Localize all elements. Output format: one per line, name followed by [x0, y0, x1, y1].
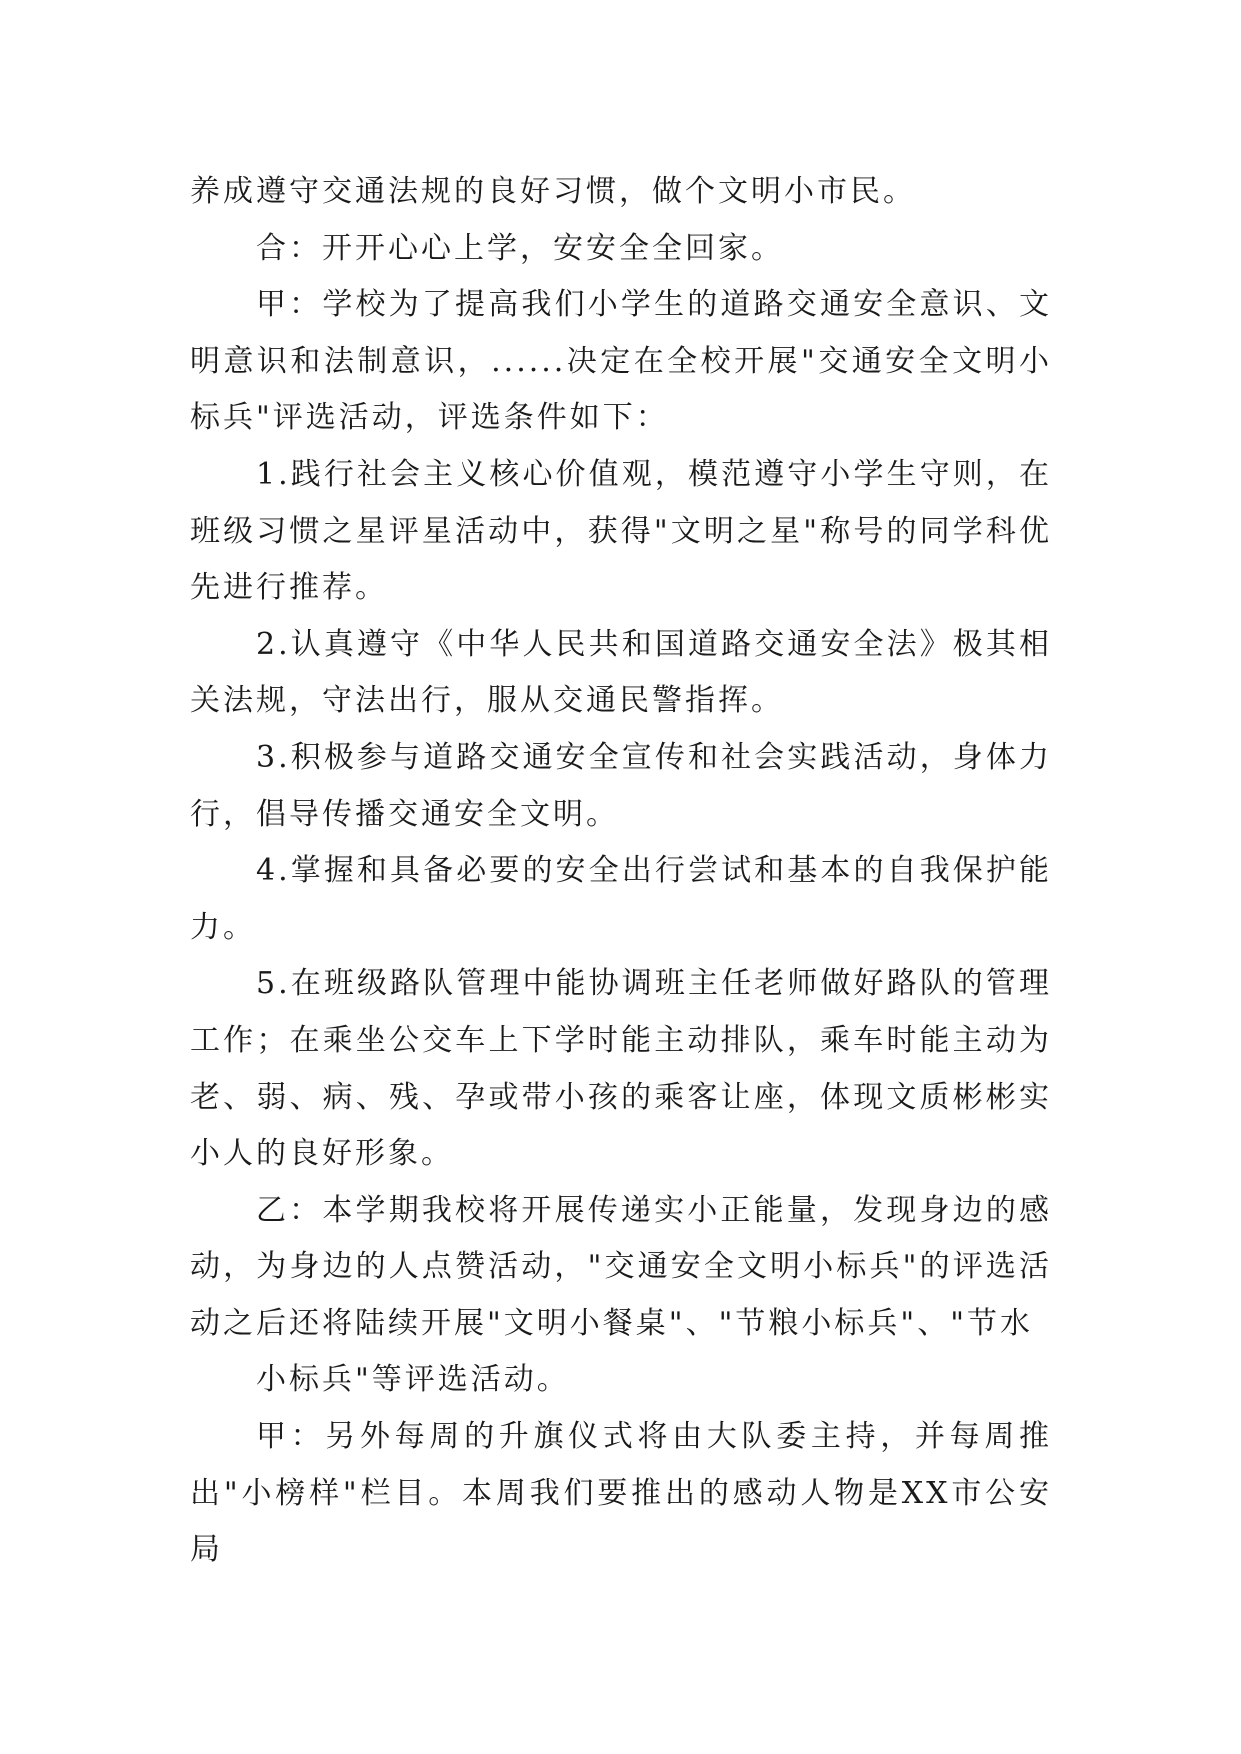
paragraph-criterion-3: 3.积极参与道路交通安全宣传和社会实践活动，身体力行，倡导传播交通安全文明。 — [190, 739, 1052, 832]
paragraph-chorus: 合：开开心心上学，安安全全回家。 — [256, 230, 784, 266]
paragraph-continuation: 养成遵守交通法规的良好习惯，做个文明小市民。 — [190, 174, 916, 209]
paragraph-criterion-2: 2.认真遵守《中华人民共和国道路交通安全法》极其相关法规，守法出行，服从交通民警指挥。 — [190, 626, 1052, 719]
paragraph-criterion-1: 1.践行社会主义核心价值观，模范遵守小学生守则，在班级习惯之星评星活动中，获得"文明之星"称号的同学科优先进行推荐。 — [190, 456, 1052, 606]
paragraph-criterion-5: 5.在班级路队管理中能协调班主任老师做好路队的管理工作；在乘坐公交车上下学时能主动排队，乘车时能主动为老、弱、病、残、孕或带小孩的乘客让座，体现文质彬彬实小人的良好形象。 — [190, 966, 1052, 1172]
paragraph-jia-intro: 甲：学校为了提高我们小学生的道路交通安全意识、文明意识和法制意识，......决定在全校开展"交通安全文明小标兵"评选活动，评选条件如下： — [190, 287, 1052, 436]
paragraph-yi-continued: 小标兵"等评选活动。 — [256, 1362, 570, 1398]
paragraph-jia-flag: 甲：另外每周的升旗仪式将由大队委主持，并每周推出"小榜样"栏目。本周我们要推出的感动人物是XX市公安局 — [190, 1419, 1052, 1568]
document-body — [190, 164, 1052, 1579]
paragraph-criterion-4: 4.掌握和具备必要的安全出行尝试和基本的自我保护能力。 — [190, 853, 1052, 945]
paragraph-yi: 乙：本学期我校将开展传递实小正能量，发现身边的感动，为身边的人点赞活动，"交通安全文明小标兵"的评选活动之后还将陆续开展"文明小餐桌"、"节粮小标兵"、"节水 — [190, 1192, 1052, 1341]
